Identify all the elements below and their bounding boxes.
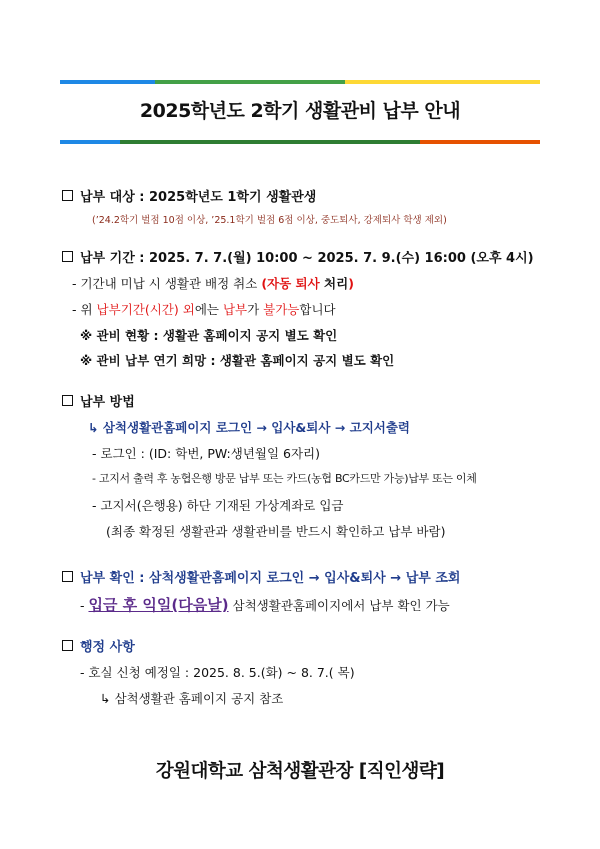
section-payment-check xyxy=(62,567,460,586)
target-exclusion-note: (’24.2학기 벌점 10점 이상, ’25.1학기 벌점 6점 이상, 중도퇴사, 강제퇴사 학생 제외) xyxy=(92,215,447,226)
warning-mid1: 에는 xyxy=(194,302,223,317)
section-heading: 행정 사항 xyxy=(80,640,135,655)
login-info: - 로그인 : (ID: 학번, PW:생년월일 6자리) xyxy=(92,446,320,461)
warning-end: 합니다 xyxy=(299,302,336,317)
bill-print-path: ↳ 삼척생활관홈페이지 로그인 → 입사&퇴사 → 고지서출력 xyxy=(88,420,411,435)
bottom-bar-orange xyxy=(420,140,540,144)
checkbox-bullet-icon xyxy=(62,190,73,201)
homepage-reference: ↳ 삼척생활관 홈페이지 공지 참조 xyxy=(100,691,284,706)
bank-payment-info: - 고지서 출력 후 농협은행 방문 납부 또는 카드(농협 BC카드만 가능)납부 또는 이체 xyxy=(92,472,477,485)
impossible-text: 불가능 xyxy=(263,302,300,317)
room-application-date: - 호실 신청 예정일 : 2025. 8. 5.(화) ~ 8. 7.( 목) xyxy=(80,665,355,680)
confirm-request: (최종 확정된 생활관과 생활관비를 반드시 확인하고 납부 바람) xyxy=(106,524,446,539)
cancel-notice-line xyxy=(72,274,354,292)
checkbox-bullet-icon xyxy=(62,640,73,651)
section-heading: 납부 확인 : 삼척생활관홈페이지 로그인 → 입사&퇴사 → 납부 조회 xyxy=(80,571,461,586)
warning-mid2: 가 xyxy=(247,302,264,317)
top-color-bar xyxy=(60,80,540,84)
close-paren: ) xyxy=(348,276,354,291)
deferral-note: ※ 관비 납부 연기 희망 : 생활관 홈페이지 공지 별도 확인 xyxy=(80,353,395,368)
warning-prefix: - 위 xyxy=(72,302,97,317)
bottom-bar-green xyxy=(120,140,420,144)
section-payment-period xyxy=(62,247,534,266)
section-heading: 납부 방법 xyxy=(80,395,135,410)
virtual-account-info: - 고지서(은행용) 하단 기재된 가상계좌로 입금 xyxy=(92,498,344,513)
check-timing-text: 삼척생활관홈페이지에서 납부 확인 가능 xyxy=(228,598,450,613)
checkbox-bullet-icon xyxy=(62,571,73,582)
cancel-notice-text: - 기간내 미납 시 생활관 배정 취소 xyxy=(72,276,262,291)
dash: - xyxy=(80,598,89,613)
section-payment-method xyxy=(62,391,135,410)
bottom-bar-blue xyxy=(60,140,120,144)
process-text: 처리 xyxy=(319,276,349,291)
document-title: 2025학년도 2학기 생활관비 납부 안내 xyxy=(139,100,461,122)
checkbox-bullet-icon xyxy=(62,251,73,262)
top-bar-green xyxy=(155,80,345,84)
checkbox-bullet-icon xyxy=(62,395,73,406)
next-day-highlight: 입금 후 익일(다음날) xyxy=(88,596,229,614)
top-bar-blue xyxy=(60,80,155,84)
top-bar-yellow xyxy=(345,80,540,84)
section-admin-notes xyxy=(62,636,135,655)
section-heading: 납부 기간 : 2025. 7. 7.(월) 10:00 ~ 2025. 7. 9.(수) 16:00 (오후 4시) xyxy=(80,251,534,266)
section-heading: 납부 대상 : 2025학년도 1학기 생활관생 xyxy=(80,190,317,205)
fee-status-note: ※ 관비 현황 : 생활관 홈페이지 공지 별도 확인 xyxy=(80,328,338,343)
payment-text: 납부 xyxy=(222,302,248,317)
section-payment-target xyxy=(62,186,316,205)
issuer-signature: 강원대학교 삼척생활관장 [직인생략] xyxy=(155,761,445,782)
bottom-color-bar xyxy=(60,140,540,144)
check-timing-line xyxy=(80,594,450,615)
outside-period-text: 납부기간(시간) 외 xyxy=(96,302,195,317)
auto-withdraw-text: (자동 퇴사 xyxy=(261,276,320,291)
period-warning-line xyxy=(72,300,336,318)
